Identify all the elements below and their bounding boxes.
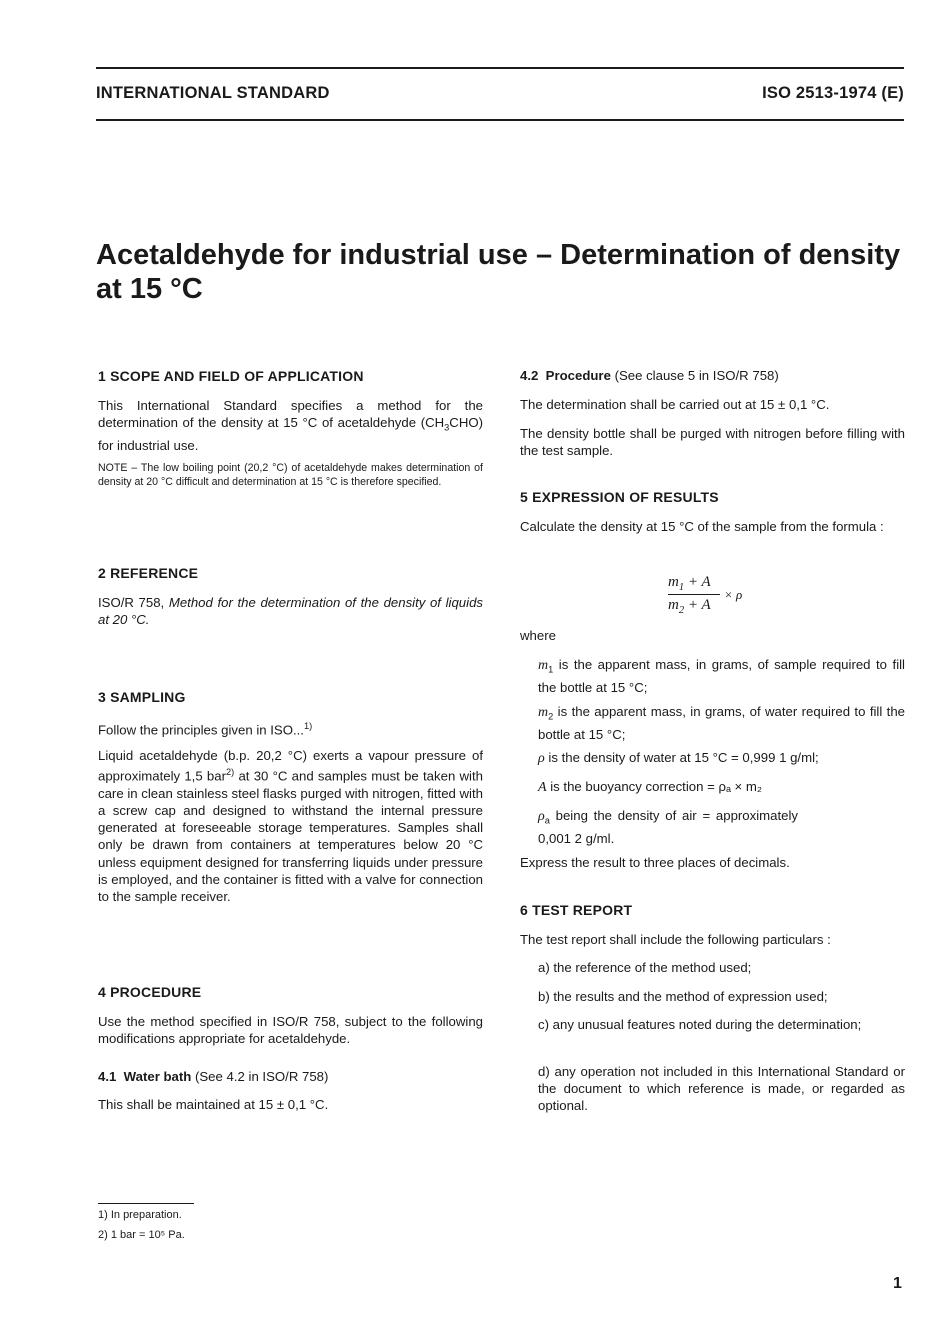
section-3-p2 (98, 747, 483, 905)
reference-id: ISO/R 758, (98, 595, 169, 610)
def-text: is the density of water at 15 °C = 0,999 1 g/ml; (544, 750, 819, 765)
section-3-p2-b: at 30 °C and samples must be taken with care in clean stainless steel flasks purged with nitrogen, fitted with a screw cap and designed to withstand the internal pressure generated at foreseeable storage temperatures. Samples shall only be drawn from containers at temperatures below 20 °C unless equipment designed for transferring liquids under pressure is employed, and the container is fitted with a valve for connection to the sample receiver. (98, 768, 483, 905)
section-4-2-ref: (See clause 5 in ISO/R 758) (610, 368, 779, 383)
footnote-ref-1: 1) (303, 721, 313, 731)
section-4-heading: 4 PROCEDURE (98, 984, 202, 1000)
section-6-heading: 6 TEST REPORT (520, 902, 633, 918)
section-1-note: NOTE – The low boiling point (20,2 °C) of acetaldehyde makes determination of density at 20 °C difficult and determination at 15 °C is therefore specified. (98, 462, 483, 488)
definition-rho (538, 749, 905, 772)
section-4-1-ref: (See 4.2 in ISO/R 758) (191, 1069, 329, 1084)
section-4-body: Use the method specified in ISO/R 758, subject to the following modifications appropriate for acetaldehyde. (98, 1014, 483, 1047)
def-symbol: m (538, 705, 549, 720)
document-title: Acetaldehyde for industrial use – Determination of density at 15 °C (96, 239, 901, 305)
section-1-heading: 1 SCOPE AND FIELD OF APPLICATION (98, 368, 364, 384)
density-formula (520, 574, 905, 624)
formula-numerator (668, 574, 711, 593)
section-5-outro: Express the result to three places of decimals. (520, 855, 790, 870)
def-symbol: ρ (538, 809, 545, 824)
section-3-p2-a: Liquid acetaldehyde (b.p. 20,2 °C) exerts a vapour pressure of approximately 1,5 bar (98, 748, 483, 784)
header-right: ISO 2513-1974 (E) (762, 84, 904, 102)
def-text: is the buoyancy correction = ρₐ × m₂ (546, 779, 762, 794)
formula-multiplier: × ρ (724, 587, 743, 602)
def-sub: a (544, 815, 550, 826)
report-item-a: a) the reference of the method used; (538, 960, 752, 975)
def-symbol: A (538, 780, 547, 795)
right-column (520, 0, 905, 1200)
section-5-intro: Calculate the density at 15 °C of the sample from the formula : (520, 519, 884, 534)
section-1-body-b: CHO) for industrial use. (98, 415, 483, 454)
formula-den-sub: 2 (678, 605, 685, 616)
section-4-2-title: Procedure (545, 368, 611, 383)
section-5-heading: 5 EXPRESSION OF RESULTS (520, 489, 719, 505)
def-sub: 1 (548, 664, 554, 675)
section-2-heading: 2 REFERENCE (98, 565, 199, 581)
page-number: 1 (893, 1275, 902, 1292)
definition-a (538, 778, 905, 801)
footnote-1: 1) In preparation. (98, 1209, 182, 1221)
formula-num-symbol: m (668, 574, 679, 590)
formula-den-rest: + A (684, 597, 711, 613)
formula-den-symbol: m (668, 597, 679, 613)
definition-m1 (538, 656, 905, 696)
definition-rho-a (538, 807, 798, 847)
report-item-b: b) the results and the method of expression used; (538, 989, 828, 1004)
section-4-2-heading (520, 367, 905, 384)
header-left: INTERNATIONAL STANDARD (96, 84, 330, 102)
section-1-body (98, 397, 483, 454)
formula-denominator (668, 597, 711, 616)
section-4-2-number: 4.2 (520, 368, 539, 383)
section-3-p1-text: Follow the principles given in ISO... (98, 722, 304, 738)
section-2-reference (98, 594, 483, 628)
footnote-ref-2: 2) (225, 767, 235, 778)
definition-m2 (538, 703, 905, 743)
section-6-intro: The test report shall include the following particulars : (520, 932, 831, 947)
def-symbol: m (538, 658, 549, 673)
section-4-1-heading (98, 1068, 483, 1085)
footnote-2: 2) 1 bar = 10⁵ Pa. (98, 1229, 185, 1241)
section-4-2-p1: The determination shall be carried out at 15 ± 0,1 °C. (520, 397, 830, 412)
def-text: is the apparent mass, in grams, of water required to fill the bottle at 15 °C; (538, 704, 905, 742)
report-item-d: d) any operation not included in this International Standard or the document to which reference is made, or regarded as optional. (538, 1064, 905, 1114)
report-item-c: c) any unusual features noted during the determination; (538, 1017, 862, 1032)
formula-num-sub: 1 (678, 582, 685, 593)
def-text: is the apparent mass, in grams, of sample required to fill the bottle at 15 °C; (538, 657, 905, 695)
section-1-body-a: This International Standard specifies a method for the determination of the density at 15 °C of acetaldehyde (CH (98, 398, 483, 431)
def-text: being the density of air = approximately 0,001 2 g/ml. (538, 808, 798, 846)
fraction-bar (668, 594, 720, 595)
reference-title: Method for the determination of the density of liquids at 20 °C. (98, 595, 483, 628)
left-column (98, 0, 483, 1200)
section-4-2-p2: The density bottle shall be purged with nitrogen before filling with the test sample. (520, 426, 905, 459)
footnote-rule (98, 1203, 194, 1204)
def-sub: 2 (548, 711, 554, 722)
def-symbol: ρ (538, 751, 545, 766)
section-4-1-body: This shall be maintained at 15 ± 0,1 °C. (98, 1097, 329, 1112)
section-1-body-sub: 3 (444, 422, 450, 433)
section-3-heading: 3 SAMPLING (98, 689, 186, 705)
section-4-1-number: 4.1 (98, 1069, 117, 1084)
where-label: where (520, 628, 556, 643)
section-4-1-title: Water bath (123, 1069, 192, 1084)
formula-num-rest: + A (684, 574, 711, 590)
section-3-p1 (98, 718, 483, 739)
